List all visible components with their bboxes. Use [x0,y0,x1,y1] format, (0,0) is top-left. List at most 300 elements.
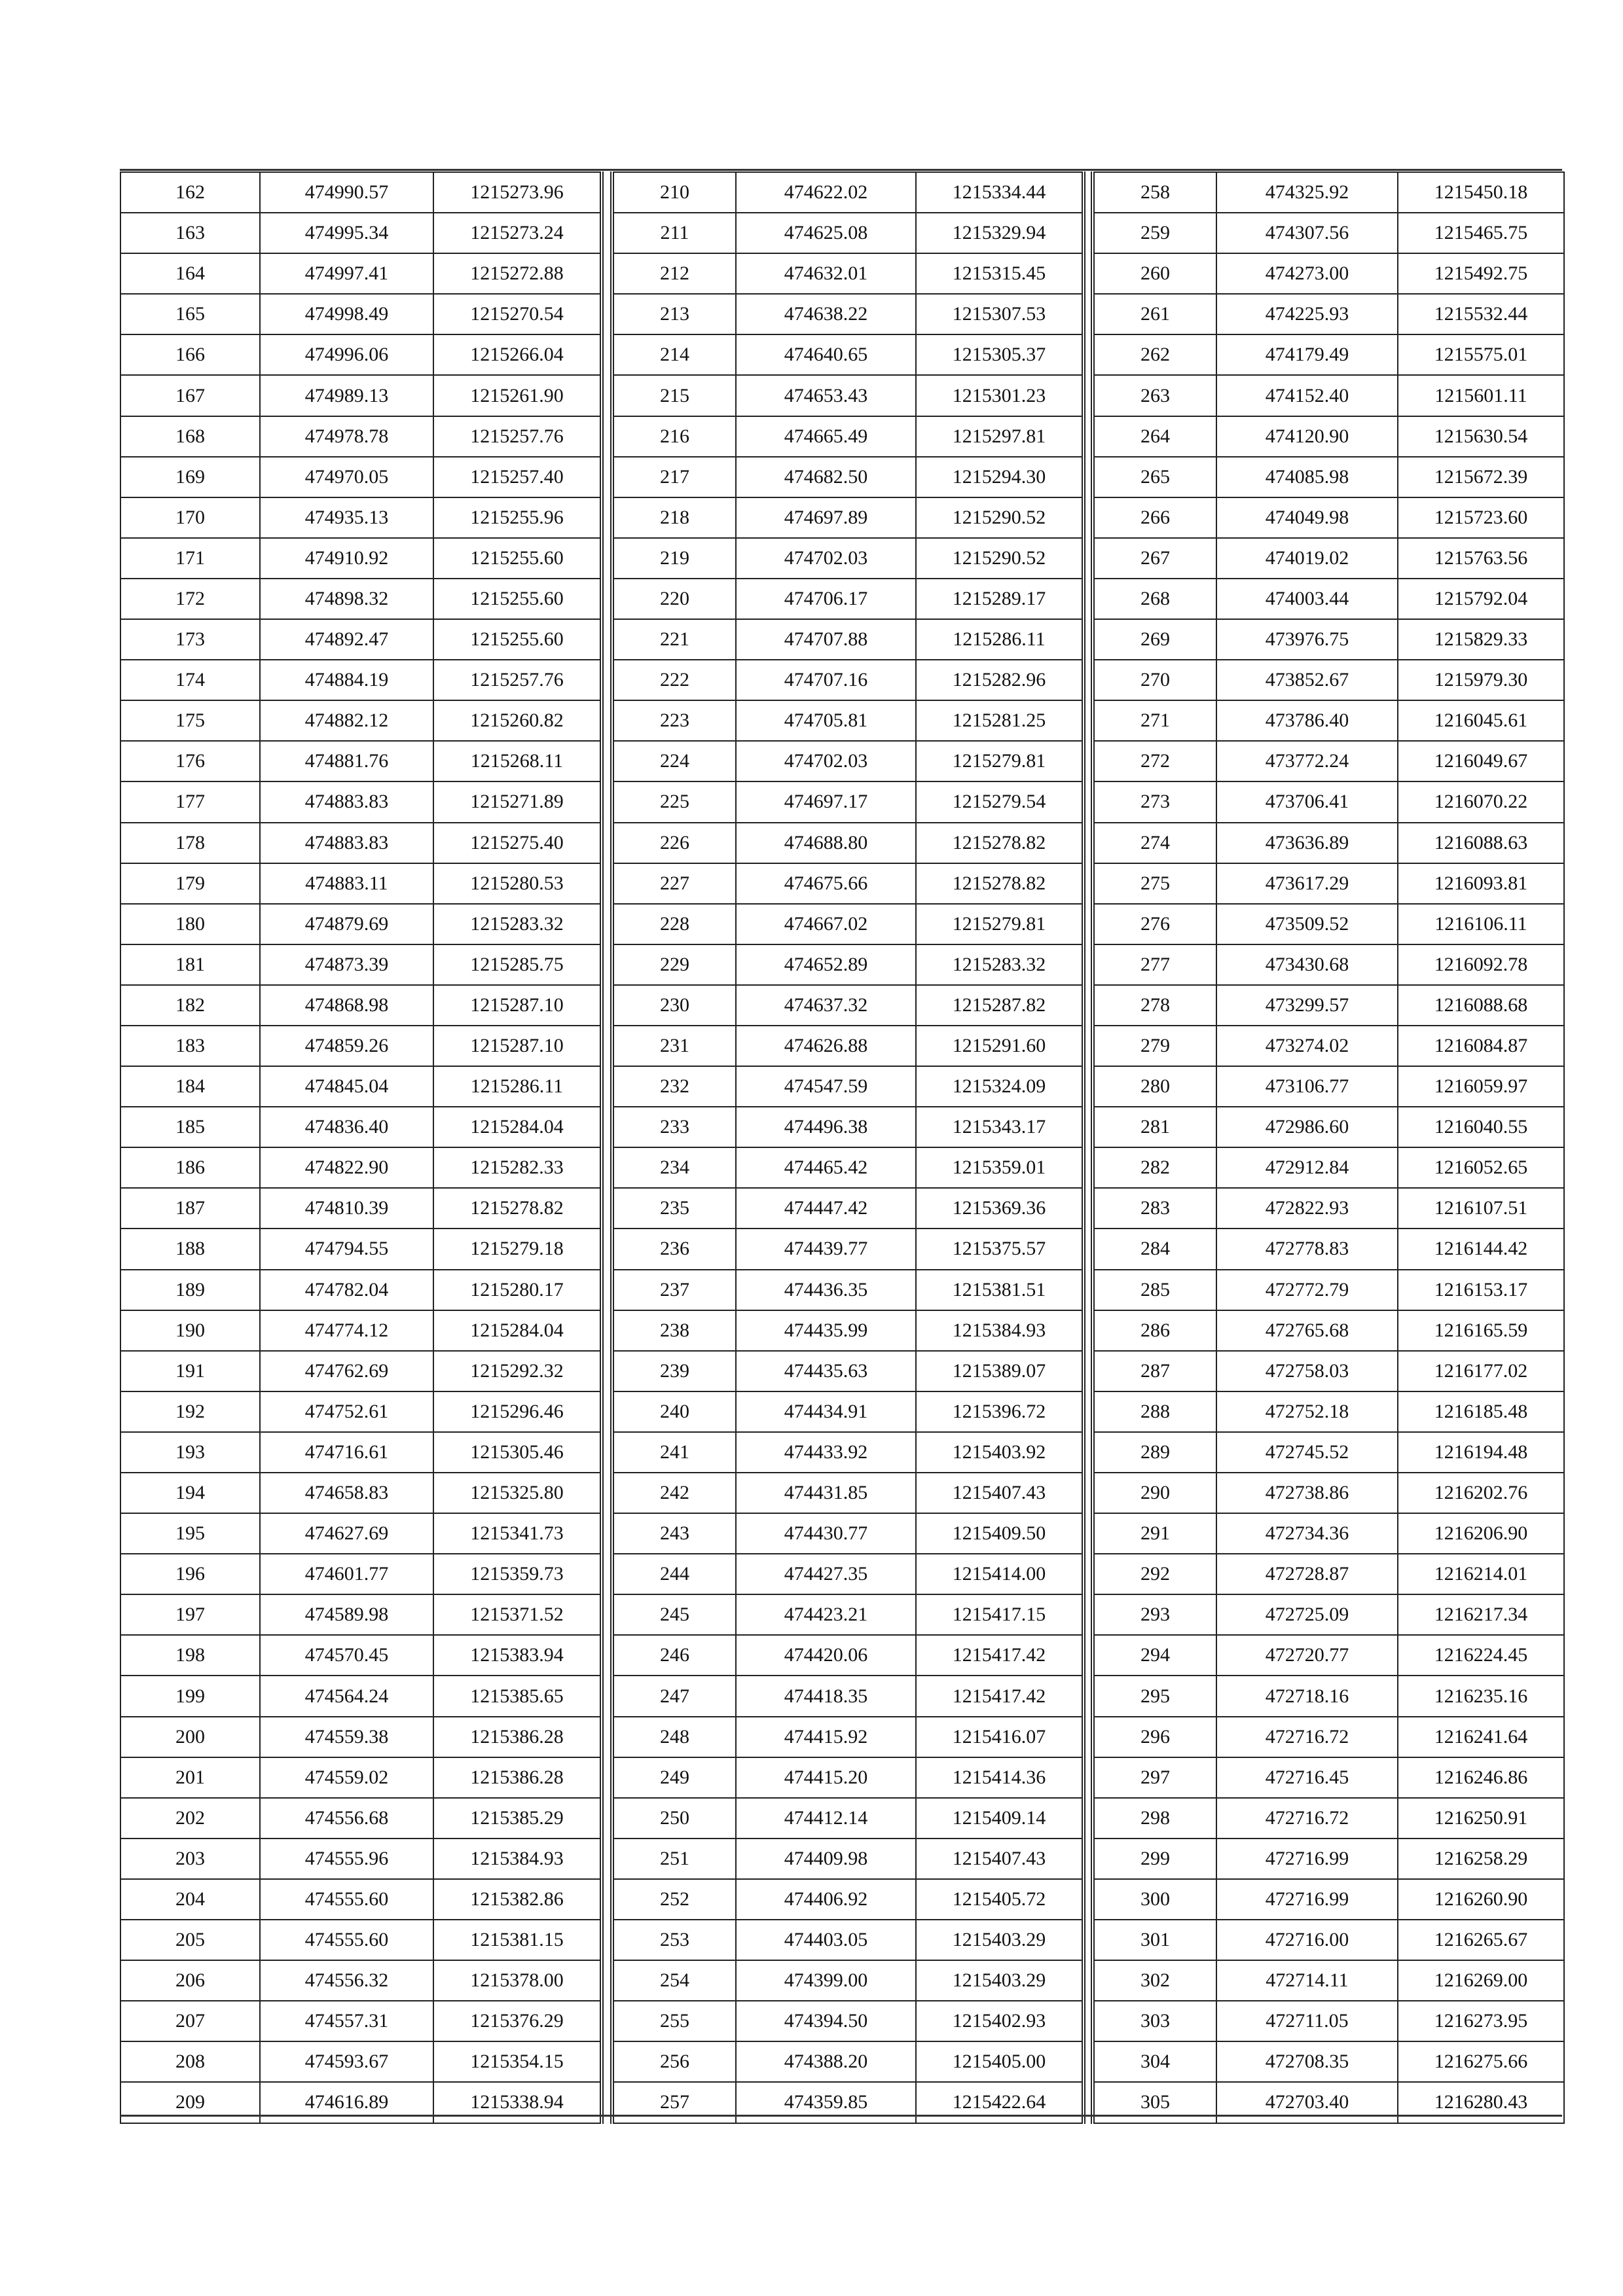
x-coordinate-cell: 473274.02 [1216,1026,1398,1066]
point-number-cell: 233 [612,1107,736,1147]
x-coordinate-cell: 474998.49 [260,294,433,334]
y-coordinate-cell: 1215979.30 [1398,660,1564,700]
x-coordinate-cell: 474559.38 [260,1717,433,1757]
y-coordinate-cell: 1215257.76 [433,660,602,700]
point-number-cell: 165 [120,294,260,334]
x-coordinate-cell: 474884.19 [260,660,433,700]
y-coordinate-cell: 1215414.36 [916,1757,1084,1798]
point-number-cell: 175 [120,700,260,741]
y-coordinate-cell: 1215292.32 [433,1351,602,1391]
y-coordinate-cell: 1215386.28 [433,1717,602,1757]
table-row [1093,904,1564,944]
x-coordinate-cell: 474616.89 [260,2082,433,2123]
y-coordinate-cell: 1215282.96 [916,660,1084,700]
y-coordinate-cell: 1215417.15 [916,1594,1084,1635]
point-number-cell: 246 [612,1635,736,1676]
x-coordinate-cell: 474394.50 [736,2001,916,2041]
y-coordinate-cell: 1215450.18 [1398,172,1564,213]
point-number-cell: 266 [1093,497,1216,538]
x-coordinate-cell: 474622.02 [736,172,916,213]
table-row [120,1839,602,1879]
y-coordinate-cell: 1215381.15 [433,1920,602,1960]
y-coordinate-cell: 1216260.90 [1398,1879,1564,1920]
point-number-cell: 260 [1093,253,1216,294]
y-coordinate-cell: 1216235.16 [1398,1676,1564,1716]
table-row [120,1676,602,1716]
y-coordinate-cell: 1215405.72 [916,1879,1084,1920]
table-row [1093,741,1564,781]
y-coordinate-cell: 1216241.64 [1398,1717,1564,1757]
y-coordinate-cell: 1215283.32 [433,904,602,944]
table-row [612,1920,1084,1960]
point-number-cell: 232 [612,1066,736,1107]
table-row [612,823,1084,863]
table-row [120,1635,602,1676]
table-row [120,1717,602,1757]
x-coordinate-cell: 472720.77 [1216,1635,1398,1676]
y-coordinate-cell: 1215286.11 [916,619,1084,660]
table-row [120,660,602,700]
y-coordinate-cell: 1215409.14 [916,1798,1084,1839]
y-coordinate-cell: 1215575.01 [1398,334,1564,375]
point-number-cell: 188 [120,1229,260,1269]
y-coordinate-cell: 1215273.96 [433,172,602,213]
point-number-cell: 217 [612,457,736,497]
x-coordinate-cell: 474559.02 [260,1757,433,1798]
y-coordinate-cell: 1215255.60 [433,579,602,619]
point-number-cell: 203 [120,1839,260,1879]
x-coordinate-cell: 474434.91 [736,1391,916,1432]
point-number-cell: 172 [120,579,260,619]
y-coordinate-cell: 1216202.76 [1398,1473,1564,1513]
x-coordinate-cell: 472758.03 [1216,1351,1398,1391]
table-row [1093,1432,1564,1473]
y-coordinate-cell: 1215278.82 [916,823,1084,863]
table-row [120,781,602,822]
point-number-cell: 302 [1093,1960,1216,2001]
point-number-cell: 230 [612,985,736,1026]
table-row [612,579,1084,619]
point-number-cell: 193 [120,1432,260,1473]
x-coordinate-cell: 474019.02 [1216,538,1398,579]
point-number-cell: 169 [120,457,260,497]
x-coordinate-cell: 472772.79 [1216,1270,1398,1310]
point-number-cell: 195 [120,1513,260,1554]
table-row [120,1513,602,1554]
table-row [1093,253,1564,294]
x-coordinate-cell: 474883.83 [260,823,433,863]
x-coordinate-cell: 473706.41 [1216,781,1398,822]
x-coordinate-cell: 473976.75 [1216,619,1398,660]
table-row [120,416,602,457]
x-coordinate-cell: 474388.20 [736,2041,916,2082]
y-coordinate-cell: 1215354.15 [433,2041,602,2082]
x-coordinate-cell: 474427.35 [736,1554,916,1594]
point-number-cell: 267 [1093,538,1216,579]
table-row [1093,1676,1564,1716]
x-coordinate-cell: 472703.40 [1216,2082,1398,2123]
y-coordinate-cell: 1215286.11 [433,1066,602,1107]
x-coordinate-cell: 474273.00 [1216,253,1398,294]
y-coordinate-cell: 1215416.07 [916,1717,1084,1757]
point-number-cell: 296 [1093,1717,1216,1757]
table-row [612,1676,1084,1716]
y-coordinate-cell: 1215280.17 [433,1270,602,1310]
y-coordinate-cell: 1216280.43 [1398,2082,1564,2123]
table-row [120,985,602,1026]
point-number-cell: 179 [120,863,260,904]
point-number-cell: 235 [612,1188,736,1229]
point-number-cell: 229 [612,944,736,985]
point-number-cell: 305 [1093,2082,1216,2123]
table-row [1093,1270,1564,1310]
y-coordinate-cell: 1215255.60 [433,619,602,660]
point-number-cell: 294 [1093,1635,1216,1676]
x-coordinate-cell: 474995.34 [260,213,433,253]
x-coordinate-cell: 474881.76 [260,741,433,781]
table-row [1093,944,1564,985]
point-number-cell: 252 [612,1879,736,1920]
y-coordinate-cell: 1215407.43 [916,1839,1084,1879]
x-coordinate-cell: 474626.88 [736,1026,916,1066]
x-coordinate-cell: 474665.49 [736,416,916,457]
x-coordinate-cell: 474632.01 [736,253,916,294]
y-coordinate-cell: 1215385.65 [433,1676,602,1716]
point-number-cell: 262 [1093,334,1216,375]
table-row [1093,1188,1564,1229]
x-coordinate-cell: 474716.61 [260,1432,433,1473]
x-coordinate-cell: 474555.60 [260,1920,433,1960]
table-row [612,1066,1084,1107]
y-coordinate-cell: 1215465.75 [1398,213,1564,253]
y-coordinate-cell: 1215257.40 [433,457,602,497]
y-coordinate-cell: 1215409.50 [916,1513,1084,1554]
point-number-cell: 214 [612,334,736,375]
point-number-cell: 215 [612,375,736,416]
point-number-cell: 293 [1093,1594,1216,1635]
point-number-cell: 176 [120,741,260,781]
table-row [612,253,1084,294]
point-number-cell: 221 [612,619,736,660]
y-coordinate-cell: 1215492.75 [1398,253,1564,294]
x-coordinate-cell: 474049.98 [1216,497,1398,538]
y-coordinate-cell: 1216045.61 [1398,700,1564,741]
x-coordinate-cell: 472725.09 [1216,1594,1398,1635]
point-number-cell: 228 [612,904,736,944]
point-number-cell: 225 [612,781,736,822]
point-number-cell: 197 [120,1594,260,1635]
y-coordinate-cell: 1215278.82 [916,863,1084,904]
point-number-cell: 219 [612,538,736,579]
y-coordinate-cell: 1215384.93 [433,1839,602,1879]
table-row [612,1757,1084,1798]
x-coordinate-cell: 472716.99 [1216,1879,1398,1920]
x-coordinate-cell: 473509.52 [1216,904,1398,944]
table-row [1093,1839,1564,1879]
point-number-cell: 190 [120,1310,260,1351]
point-number-cell: 207 [120,2001,260,2041]
point-number-cell: 234 [612,1147,736,1188]
y-coordinate-cell: 1216088.68 [1398,985,1564,1026]
point-number-cell: 298 [1093,1798,1216,1839]
table-row [612,1798,1084,1839]
point-number-cell: 206 [120,1960,260,2001]
y-coordinate-cell: 1215382.86 [433,1879,602,1920]
table-row [612,1432,1084,1473]
x-coordinate-cell: 474430.77 [736,1513,916,1554]
y-coordinate-cell: 1215260.82 [433,700,602,741]
y-coordinate-cell: 1215375.57 [916,1229,1084,1269]
point-number-cell: 279 [1093,1026,1216,1066]
y-coordinate-cell: 1215289.17 [916,579,1084,619]
table-row [1093,1717,1564,1757]
x-coordinate-cell: 474978.78 [260,416,433,457]
y-coordinate-cell: 1215403.92 [916,1432,1084,1473]
x-coordinate-cell: 474555.96 [260,1839,433,1879]
x-coordinate-cell: 474601.77 [260,1554,433,1594]
table-row [120,1026,602,1066]
point-number-cell: 182 [120,985,260,1026]
table-row [120,1798,602,1839]
table-row [1093,294,1564,334]
x-coordinate-cell: 474625.08 [736,213,916,253]
table-row [612,1147,1084,1188]
y-coordinate-cell: 1215261.90 [433,375,602,416]
y-coordinate-cell: 1215414.00 [916,1554,1084,1594]
table-row [1093,213,1564,253]
y-coordinate-cell: 1216250.91 [1398,1798,1564,1839]
point-number-cell: 189 [120,1270,260,1310]
table-row [612,1188,1084,1229]
y-coordinate-cell: 1215284.04 [433,1310,602,1351]
y-coordinate-cell: 1215294.30 [916,457,1084,497]
table-row [612,2082,1084,2123]
point-number-cell: 259 [1093,213,1216,253]
table-row [1093,1066,1564,1107]
x-coordinate-cell: 474415.20 [736,1757,916,1798]
table-row [612,700,1084,741]
point-number-cell: 286 [1093,1310,1216,1351]
y-coordinate-cell: 1215287.10 [433,1026,602,1066]
point-number-cell: 295 [1093,1676,1216,1716]
point-number-cell: 240 [612,1391,736,1432]
x-coordinate-cell: 474120.90 [1216,416,1398,457]
point-number-cell: 299 [1093,1839,1216,1879]
x-coordinate-cell: 474762.69 [260,1351,433,1391]
table-row [120,741,602,781]
point-number-cell: 192 [120,1391,260,1432]
y-coordinate-cell: 1215275.40 [433,823,602,863]
y-coordinate-cell: 1215257.76 [433,416,602,457]
table-row [612,1513,1084,1554]
y-coordinate-cell: 1215301.23 [916,375,1084,416]
point-number-cell: 216 [612,416,736,457]
table-row [612,457,1084,497]
x-coordinate-cell: 474447.42 [736,1188,916,1229]
x-coordinate-cell: 472708.35 [1216,2041,1398,2082]
point-number-cell: 288 [1093,1391,1216,1432]
x-coordinate-cell: 474706.17 [736,579,916,619]
y-coordinate-cell: 1216275.66 [1398,2041,1564,2082]
x-coordinate-cell: 474707.88 [736,619,916,660]
table-row [1093,2082,1564,2123]
point-number-cell: 263 [1093,375,1216,416]
y-coordinate-cell: 1215417.42 [916,1676,1084,1716]
point-number-cell: 261 [1093,294,1216,334]
table-row [612,2041,1084,2082]
point-number-cell: 251 [612,1839,736,1879]
point-number-cell: 257 [612,2082,736,2123]
x-coordinate-cell: 474436.35 [736,1270,916,1310]
point-number-cell: 290 [1093,1473,1216,1513]
y-coordinate-cell: 1216088.63 [1398,823,1564,863]
table-row [120,457,602,497]
table-row [1093,1635,1564,1676]
y-coordinate-cell: 1215279.18 [433,1229,602,1269]
y-coordinate-cell: 1215792.04 [1398,579,1564,619]
x-coordinate-cell: 474859.26 [260,1026,433,1066]
table-row [612,1107,1084,1147]
point-number-cell: 248 [612,1717,736,1757]
table-row [120,1270,602,1310]
table-row [1093,1473,1564,1513]
point-number-cell: 205 [120,1920,260,1960]
table-row [1093,1554,1564,1594]
table-row [612,1554,1084,1594]
x-coordinate-cell: 474892.47 [260,619,433,660]
table-row [1093,1513,1564,1554]
point-number-cell: 253 [612,1920,736,1960]
y-coordinate-cell: 1215278.82 [433,1188,602,1229]
x-coordinate-cell: 472745.52 [1216,1432,1398,1473]
x-coordinate-cell: 474688.80 [736,823,916,863]
x-coordinate-cell: 474085.98 [1216,457,1398,497]
x-coordinate-cell: 474682.50 [736,457,916,497]
table-row [612,781,1084,822]
x-coordinate-cell: 474845.04 [260,1066,433,1107]
y-coordinate-cell: 1215383.94 [433,1635,602,1676]
point-number-cell: 196 [120,1554,260,1594]
x-coordinate-cell: 473617.29 [1216,863,1398,904]
table-row [612,1391,1084,1432]
point-number-cell: 200 [120,1717,260,1757]
point-number-cell: 226 [612,823,736,863]
x-coordinate-cell: 474589.98 [260,1594,433,1635]
table-row [1093,1351,1564,1391]
x-coordinate-cell: 474225.93 [1216,294,1398,334]
x-coordinate-cell: 473430.68 [1216,944,1398,985]
x-coordinate-cell: 474403.05 [736,1920,916,1960]
table-row [612,1351,1084,1391]
y-coordinate-cell: 1216106.11 [1398,904,1564,944]
table-row [612,334,1084,375]
table-row [120,579,602,619]
point-number-cell: 223 [612,700,736,741]
table-row [1093,538,1564,579]
point-number-cell: 237 [612,1270,736,1310]
table-row [120,538,602,579]
point-number-cell: 184 [120,1066,260,1107]
y-coordinate-cell: 1215305.37 [916,334,1084,375]
table-row [612,1635,1084,1676]
table-row [1093,1026,1564,1066]
point-number-cell: 198 [120,1635,260,1676]
x-coordinate-cell: 474420.06 [736,1635,916,1676]
table-row [1093,1229,1564,1269]
x-coordinate-cell: 474822.90 [260,1147,433,1188]
x-coordinate-cell: 474702.03 [736,741,916,781]
point-number-cell: 220 [612,579,736,619]
point-number-cell: 250 [612,1798,736,1839]
x-coordinate-cell: 474752.61 [260,1391,433,1432]
y-coordinate-cell: 1215334.44 [916,172,1084,213]
table-row [1093,1798,1564,1839]
point-number-cell: 303 [1093,2001,1216,2041]
point-number-cell: 244 [612,1554,736,1594]
point-number-cell: 231 [612,1026,736,1066]
y-coordinate-cell: 1215422.64 [916,2082,1084,2123]
y-coordinate-cell: 1216258.29 [1398,1839,1564,1879]
table-row [612,213,1084,253]
x-coordinate-cell: 474774.12 [260,1310,433,1351]
y-coordinate-cell: 1216224.45 [1398,1635,1564,1676]
table-row [1093,1391,1564,1432]
x-coordinate-cell: 473852.67 [1216,660,1398,700]
x-coordinate-cell: 474637.32 [736,985,916,1026]
x-coordinate-cell: 474418.35 [736,1676,916,1716]
y-coordinate-cell: 1215268.11 [433,741,602,781]
point-number-cell: 168 [120,416,260,457]
point-number-cell: 227 [612,863,736,904]
table-row [120,1188,602,1229]
point-number-cell: 269 [1093,619,1216,660]
y-coordinate-cell: 1215829.33 [1398,619,1564,660]
table-row [120,700,602,741]
table-row [1093,823,1564,863]
table-row [120,253,602,294]
table-row [1093,334,1564,375]
x-coordinate-cell: 474697.17 [736,781,916,822]
x-coordinate-cell: 474496.38 [736,1107,916,1147]
point-number-cell: 242 [612,1473,736,1513]
table-row [120,375,602,416]
x-coordinate-cell: 474640.65 [736,334,916,375]
y-coordinate-cell: 1216214.01 [1398,1554,1564,1594]
point-number-cell: 171 [120,538,260,579]
point-number-cell: 164 [120,253,260,294]
table-row [120,2001,602,2041]
y-coordinate-cell: 1215273.24 [433,213,602,253]
point-number-cell: 209 [120,2082,260,2123]
y-coordinate-cell: 1215601.11 [1398,375,1564,416]
point-number-cell: 174 [120,660,260,700]
x-coordinate-cell: 474627.69 [260,1513,433,1554]
x-coordinate-cell: 474406.92 [736,1879,916,1920]
x-coordinate-cell: 474997.41 [260,253,433,294]
x-coordinate-cell: 474547.59 [736,1066,916,1107]
point-number-cell: 238 [612,1310,736,1351]
y-coordinate-cell: 1215266.04 [433,334,602,375]
point-number-cell: 297 [1093,1757,1216,1798]
table-row [1093,579,1564,619]
table-row [1093,1310,1564,1351]
table-row [1093,700,1564,741]
y-coordinate-cell: 1215307.53 [916,294,1084,334]
point-number-cell: 270 [1093,660,1216,700]
point-number-cell: 178 [120,823,260,863]
y-coordinate-cell: 1215280.53 [433,863,602,904]
y-coordinate-cell: 1216265.67 [1398,1920,1564,1960]
